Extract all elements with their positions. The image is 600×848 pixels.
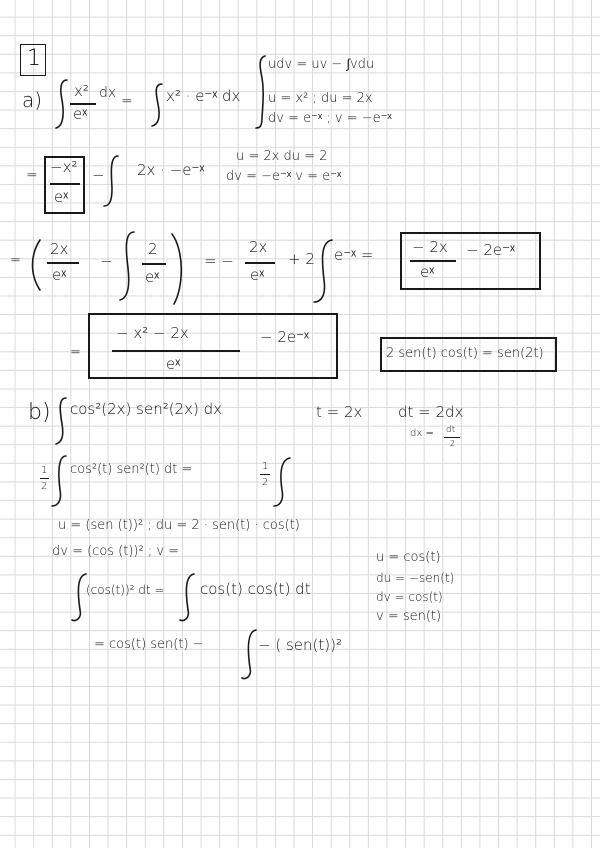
substitution-dx-denominator: 2 bbox=[450, 439, 456, 448]
integral-sign-icon bbox=[314, 240, 332, 302]
identity-formula: 2 sen(t) cos(t) = sen(2t) bbox=[386, 346, 544, 361]
line2-half-bar bbox=[260, 474, 270, 475]
step3-frac3-numerator: 2x bbox=[249, 238, 268, 256]
integral-sign-icon bbox=[56, 398, 66, 444]
line2-half-denominator: 2 bbox=[262, 477, 269, 488]
half-denominator: 2 bbox=[41, 481, 48, 492]
part-a-rewrite: x² · e⁻ˣ dx bbox=[166, 87, 241, 105]
step3-frac3-denominator: eˣ bbox=[250, 266, 265, 284]
side-dv: dv = cos(t) bbox=[376, 590, 443, 604]
integral-sign-icon bbox=[72, 574, 86, 621]
integral-sign-icon bbox=[256, 56, 265, 128]
exercise-number: 1 bbox=[27, 46, 41, 71]
part-a-integral-dx: dx bbox=[99, 85, 117, 101]
half-numerator: 1 bbox=[41, 465, 48, 476]
step3-frac1-denominator: eˣ bbox=[52, 266, 67, 284]
substitution-2-u: u = 2x du = 2 bbox=[236, 149, 328, 164]
integral-sign-icon bbox=[104, 156, 118, 206]
integral-sign-icon bbox=[56, 80, 67, 128]
step3-frac2-numerator: 2 bbox=[148, 240, 158, 258]
final-tail: − 2e⁻ˣ bbox=[260, 328, 309, 346]
step2-integrand: 2x · −e⁻ˣ bbox=[137, 161, 205, 179]
step2-boxed-denominator: eˣ bbox=[54, 188, 69, 206]
final-boxed-result bbox=[88, 313, 338, 379]
step3-frac2-bar bbox=[142, 263, 166, 265]
step3-box-denominator: eˣ bbox=[420, 263, 435, 281]
step3-box-tail: − 2e⁻ˣ bbox=[466, 241, 515, 259]
part-a-integral-numerator: x² bbox=[74, 82, 89, 100]
side-v: v = sen(t) bbox=[376, 609, 442, 624]
step3-frac1-numerator: 2x bbox=[50, 240, 69, 258]
final-equals: = bbox=[70, 345, 81, 360]
part-a-integral-denominator: eˣ bbox=[73, 105, 88, 123]
step2-minus: − bbox=[92, 166, 105, 184]
integral-sign-icon bbox=[120, 232, 134, 300]
substitution-dx-bar bbox=[444, 437, 460, 438]
integral-sign-icon bbox=[52, 456, 66, 506]
half-bar bbox=[40, 478, 49, 479]
step2-equals: = bbox=[26, 167, 38, 183]
substitution-2-dv: dv = −e⁻ˣ v = e⁻ˣ bbox=[226, 169, 342, 184]
final-numerator: − x² − 2x bbox=[116, 324, 189, 342]
integral-sign-icon bbox=[180, 574, 194, 621]
integral-cos-cos: cos(t) cos(t) dt bbox=[200, 580, 311, 598]
substitution-dx-numerator: dt bbox=[446, 425, 456, 435]
integral-cos-squared: (cos(t))² dt = bbox=[86, 583, 165, 597]
final-fraction-bar bbox=[112, 350, 240, 352]
integral-sign-icon bbox=[242, 630, 256, 679]
step3-frac2-denominator: eˣ bbox=[145, 268, 160, 286]
integral-sign-icon bbox=[152, 84, 162, 126]
left-paren-icon bbox=[33, 240, 41, 290]
part-b-u-line: u = (sen (t))² ; du = 2 · sen(t) · cos(t) bbox=[58, 518, 300, 533]
side-du: du = −sen(t) bbox=[376, 571, 455, 585]
side-u: u = cos(t) bbox=[376, 550, 441, 565]
substitution-1-u: u = x² ; du = 2x bbox=[268, 91, 373, 106]
part-a-label: a) bbox=[22, 88, 43, 112]
ibp-formula: udv = uv − ∫vdu bbox=[268, 57, 375, 72]
substitution-dx: dx = bbox=[410, 428, 434, 439]
part-b-line2: cos²(t) sen²(t) dt = bbox=[70, 462, 193, 477]
line2-half-numerator: 1 bbox=[262, 461, 269, 472]
part-b-last-integrand: − ( sen(t))² bbox=[258, 636, 342, 654]
step3-equals: = bbox=[10, 253, 21, 268]
integral-sign-icon bbox=[274, 458, 290, 506]
right-paren-icon bbox=[172, 234, 181, 304]
part-a-equals-1: = bbox=[121, 93, 133, 109]
final-denominator: eˣ bbox=[166, 355, 181, 373]
part-b-label: b) bbox=[28, 400, 51, 425]
step2-fraction-bar bbox=[50, 183, 80, 185]
substitution-dt: dt = 2dx bbox=[398, 403, 464, 421]
part-b-integral: cos²(2x) sen²(2x) dx bbox=[70, 400, 222, 418]
step3-frac1-bar bbox=[47, 262, 79, 264]
step3-frac3-bar bbox=[245, 262, 275, 264]
step3-equals-minus: = − bbox=[204, 252, 234, 270]
substitution-t: t = 2x bbox=[316, 403, 363, 421]
step3-plus-two: + 2 bbox=[288, 250, 315, 268]
part-b-last-line: = cos(t) sen(t) − bbox=[94, 637, 204, 652]
step3-box-bar bbox=[410, 260, 456, 262]
step3-box-numerator: − 2x bbox=[412, 238, 448, 256]
step2-boxed-numerator: −x² bbox=[50, 158, 78, 176]
step3-minus: − bbox=[100, 252, 113, 270]
substitution-1-dv: dv = e⁻ˣ ; v = −e⁻ˣ bbox=[268, 111, 392, 126]
step3-integral-term: e⁻ˣ = bbox=[334, 246, 374, 264]
part-b-dv-line: dv = (cos (t))² ; v = bbox=[52, 544, 180, 559]
